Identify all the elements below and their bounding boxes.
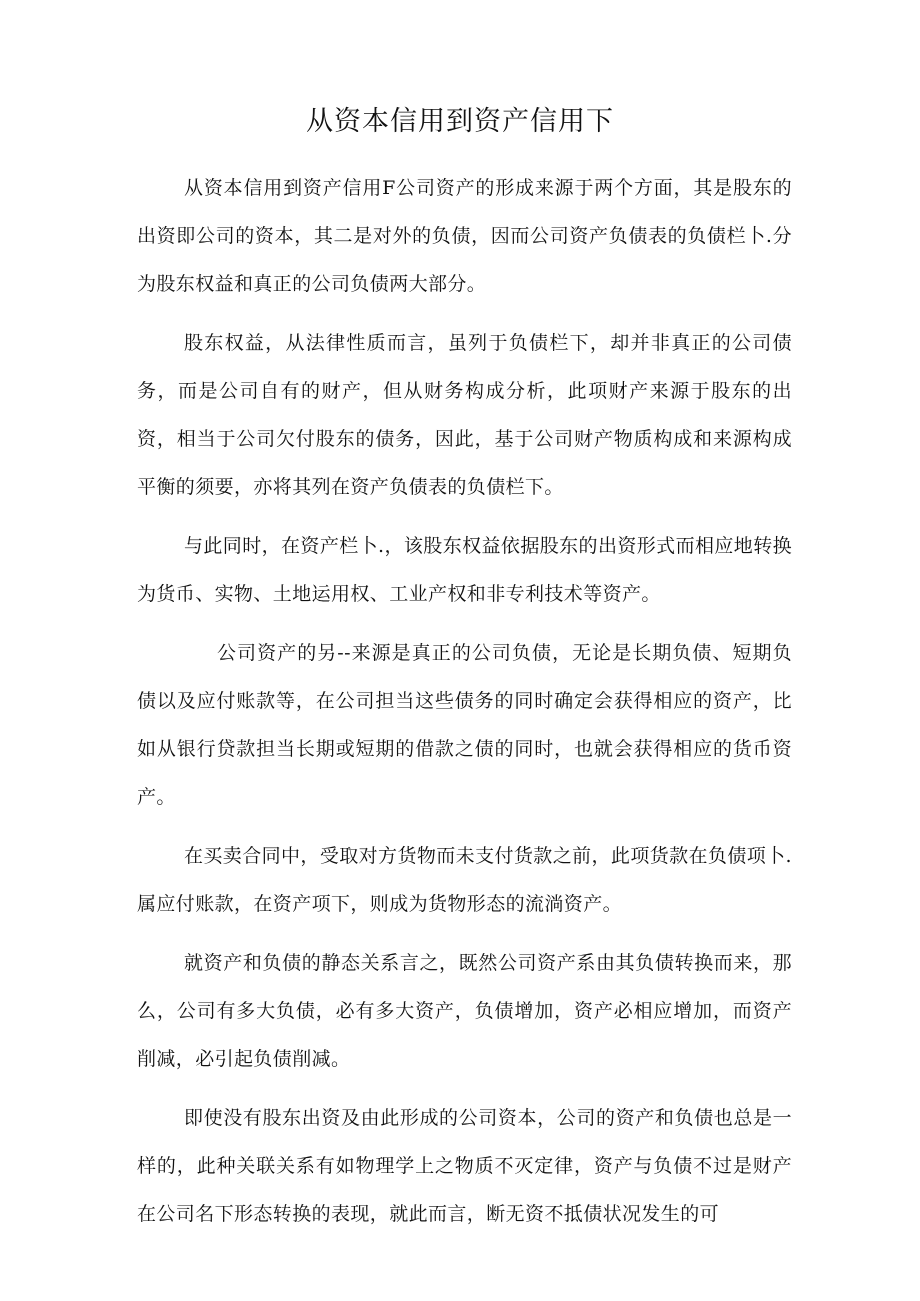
document-body (137, 164, 792, 1238)
paragraph-6: 就资产和负债的静态关系言之，既然公司资产系由其负债转换而来，那么，公司有多大负债，必有多大资产，负债增加，资产必相应增加，而资产削减，必引起负债削减。 (137, 952, 792, 1070)
paragraph-7: 即使没有股东出资及由此形成的公司资本，公司的资产和负债也总是一样的，此种关联关系有如物理学上之物质不灭定律，资产与负债不过是财产在公司名下形态转换的表现，就此而言，断无资不抵债状况发生的可 (137, 1107, 792, 1225)
paragraph-5: 在买卖合同中，受取对方货物而未支付货款之前，此项货款在负债项卜.属应付账款，在资产项下，则成为货物形态的流淌资产。 (137, 845, 792, 915)
paragraph-3: 与此同时，在资产栏卜.，该股东权益依据股东的出资形式而相应地转换为货币、实物、土地运用权、工业产权和非专利技术等资产。 (137, 535, 792, 605)
paragraph-2: 股东权益，从法律性质而言，虽列于负债栏下，却并非真正的公司债务，而是公司自有的财产，但从财务构成分析，此项财产来源于股东的出资，相当于公司欠付股东的债务，因此，基于公司财产物质构成和来源构成平衡的须要，亦将其列在资产负债表的负债栏下。 (137, 332, 792, 498)
paragraph-1: 从资本信用到资产信用F公司资产的形成来源于两个方面，其是股东的出资即公司的资本，其二是对外的负债，因而公司资产负债表的负债栏卜.分为股东权益和真正的公司负债两大部分。 (137, 177, 792, 295)
document-title: 从资本信用到资产信用下 (306, 106, 614, 137)
paragraph-4: 公司资产的另--来源是真正的公司负债，无论是长期负债、短期负债以及应付账款等，在公司担当这些债务的同时确定会获得相应的资产，比如从银行贷款担当长期或短期的借款之债的同时，也就会获得相应的货币资产。 (137, 642, 792, 808)
